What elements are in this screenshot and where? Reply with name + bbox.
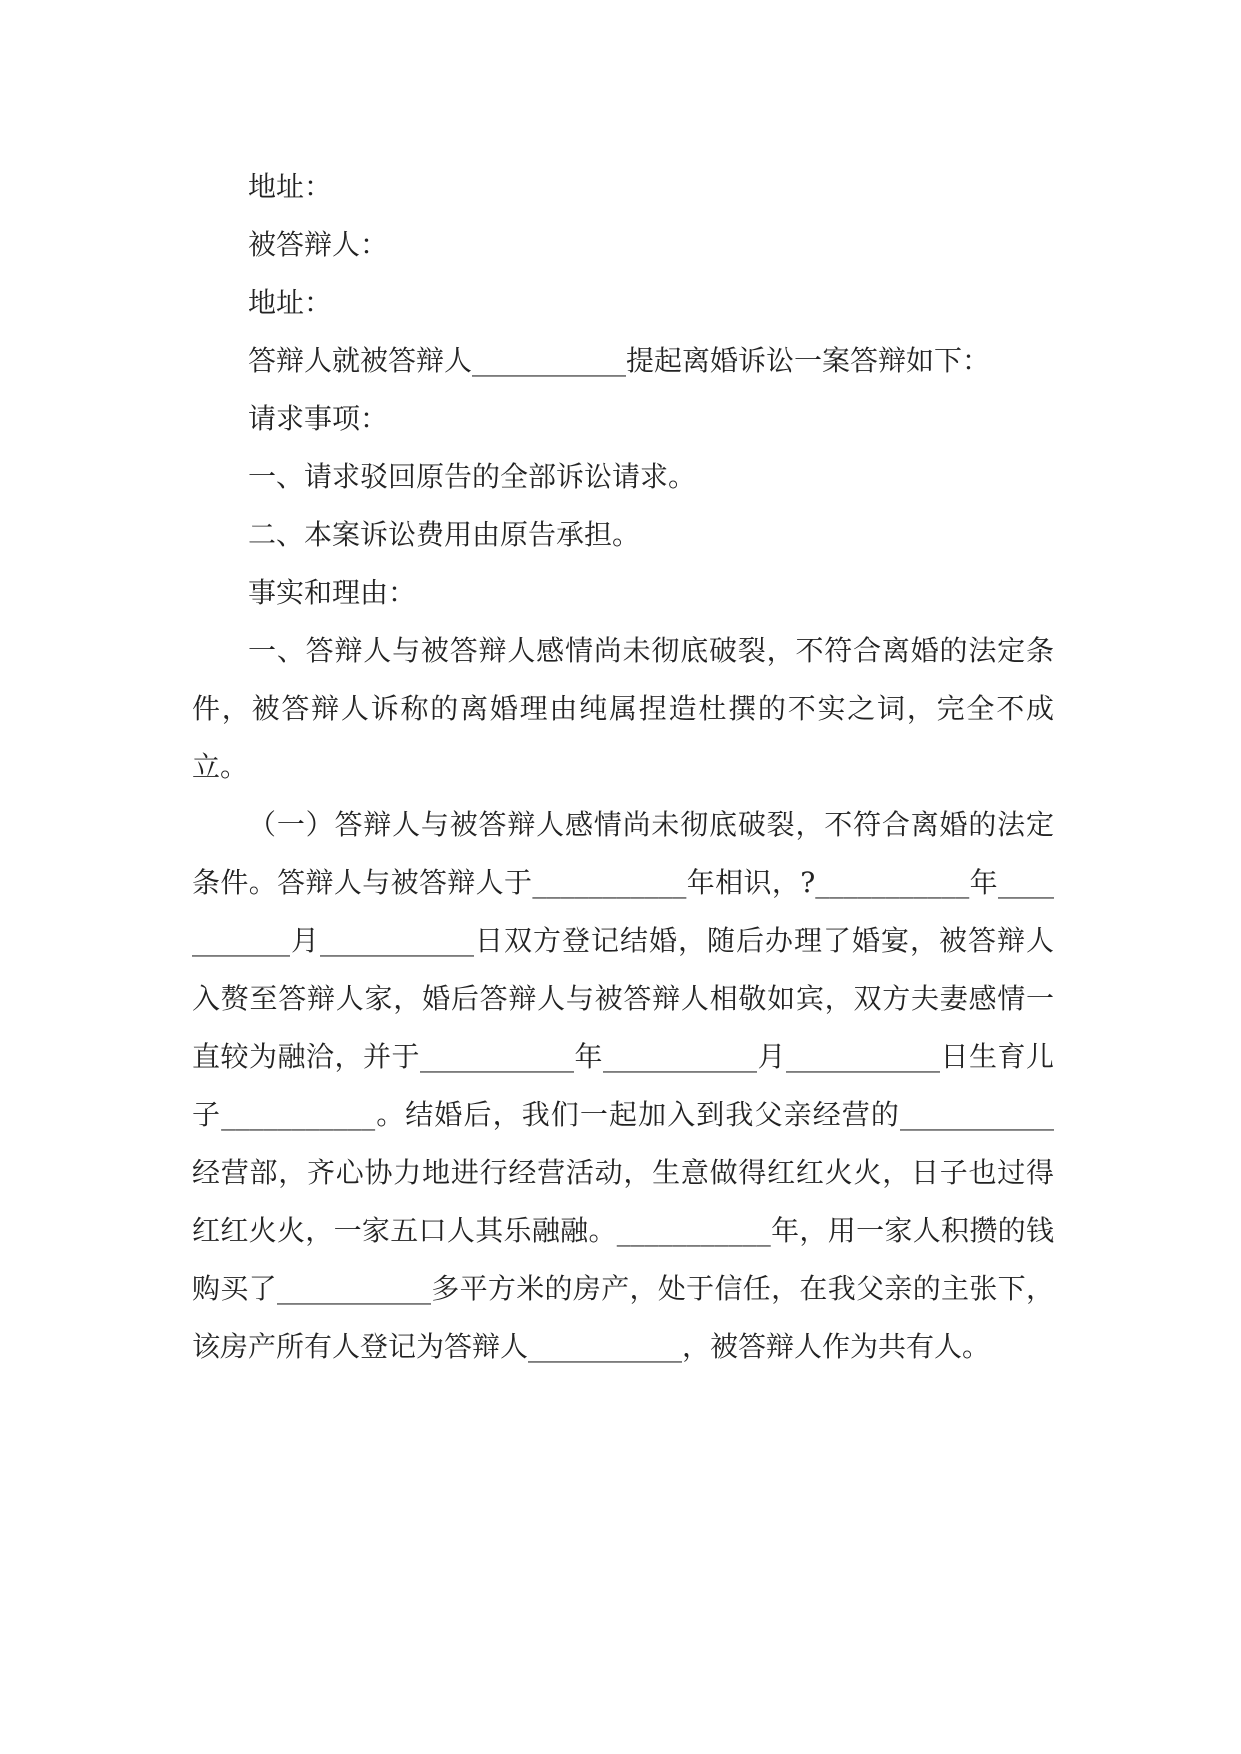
paragraph-respondent: 被答辩人： (248, 228, 389, 261)
paragraph-request-heading: 请求事项： (248, 402, 389, 435)
paragraph-address-1: 地址： (248, 170, 333, 203)
document-body (192, 158, 1054, 1376)
paragraph-facts-heading: 事实和理由： (248, 576, 417, 609)
paragraph-request-1: 一、请求驳回原告的全部诉讼请求。 (248, 460, 697, 493)
paragraph-facts-1: 一、答辩人与被答辩人感情尚未彻底破裂，不符合离婚的法定条件，被答辩人诉称的离婚理由纯属捏造杜撰的不实之词，完全不成立。 (192, 634, 1054, 783)
paragraph-facts-1-sub-1: （一）答辩人与被答辩人感情尚未彻底破裂，不符合离婚的法定条件。答辩人与被答辩人于___________年相识，?___________年___________月___________日双方登记结婚，随后办理了婚宴，被答辩人入赘至答辩人家，婚后答辩人与被答辩人相敬如宾，双方夫妻感情一直较为融洽，并于___________年___________月___________日生育儿子___________。结婚后，我们一起加入到我父亲经营的___________经营部，齐心协力地进行经营活动，生意做得红红火火，日子也过得红红火火，一家五口人其乐融融。___________年，用一家人积攒的钱购买了___________多平方米的房产，处于信任，在我父亲的主张下，该房产所有人登记为答辩人___________，被答辩人作为共有人。 (192, 808, 1054, 1363)
paragraph-address-2: 地址： (248, 286, 333, 319)
paragraph-intro: 答辩人就被答辩人___________提起离婚诉讼一案答辩如下： (248, 344, 991, 377)
paragraph-request-2: 二、本案诉讼费用由原告承担。 (248, 518, 641, 551)
